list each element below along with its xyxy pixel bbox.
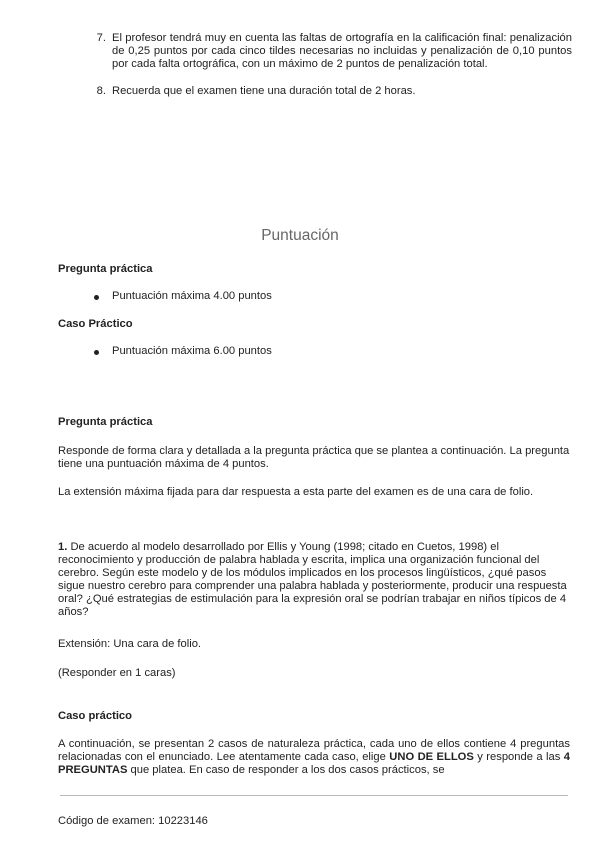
score-item: Puntuación máxima 6.00 puntos xyxy=(112,345,272,357)
list-number: 7. xyxy=(96,32,106,44)
list-item: Recuerda que el examen tiene una duración total de 2 horas. xyxy=(112,85,416,97)
question-paragraph xyxy=(58,541,568,619)
score-item: Puntuación máxima 4.00 puntos xyxy=(112,290,272,302)
exam-code: Código de examen: 10223146 xyxy=(58,815,208,827)
section-label: Pregunta práctica xyxy=(58,263,153,275)
case-text: y responde a las xyxy=(473,751,564,763)
question-text: De acuerdo al modelo desarrollado por Ellis y Young (1998; citado en Cuetos, 1998) el reconocimiento y producción de palabra hablada y escrita, implica una organización funcional del cerebro. Según este modelo y de los módulos implicados en los procesos lingüísticos, ¿qué pasos sigue nuestro cerebro para comprender una palabra hablada y posteriormente, producir una respuesta oral? ¿Qué estrategias de estimulación para la expresión oral se podrían trabajar en niños típicos de 4 años? xyxy=(58,541,567,618)
footer-divider xyxy=(60,795,568,796)
section-heading: Pregunta práctica xyxy=(58,416,153,428)
extension-note: La extensión máxima fijada para dar respuesta a esta parte del examen es de una cara de folio. xyxy=(58,486,534,498)
section-label: Caso Práctico xyxy=(58,318,133,330)
list-item: El profesor tendrá muy en cuenta las faltas de ortografía en la calificación final: penalización de 0,25 puntos por cada cinco tildes necesarias no incluidas y penalización de 0,10 puntos por cada falta ortográfica, con un máximo de 2 puntos de penalización total. xyxy=(112,32,572,70)
case-text: que platea. En caso de responder a los dos casos prácticos, se xyxy=(127,764,445,776)
case-emphasis: 4 PREGUNTAS xyxy=(58,751,570,776)
list-number: 8. xyxy=(96,85,106,97)
question-extension: Extensión: Una cara de folio. xyxy=(58,638,202,650)
puntuacion-title: Puntuación xyxy=(261,227,339,244)
case-intro xyxy=(58,738,570,777)
bullet-icon xyxy=(94,350,99,355)
case-text: A continuación, se presentan 2 casos de naturaleza práctica, cada uno de ellos contiene 4 preguntas relacionadas con el enunciado. Lee atentamente cada caso, elige xyxy=(58,738,570,763)
question-number: 1. xyxy=(58,541,68,553)
bullet-icon xyxy=(94,295,99,300)
section-heading: Caso práctico xyxy=(58,710,132,722)
question-intro: Responde de forma clara y detallada a la pregunta práctica que se plantea a continuación. La pregunta tiene una puntuación máxima de 4 puntos. xyxy=(58,445,570,470)
question-respond-note: (Responder en 1 caras) xyxy=(58,667,176,679)
case-emphasis: UNO DE ELLOS xyxy=(389,751,474,763)
